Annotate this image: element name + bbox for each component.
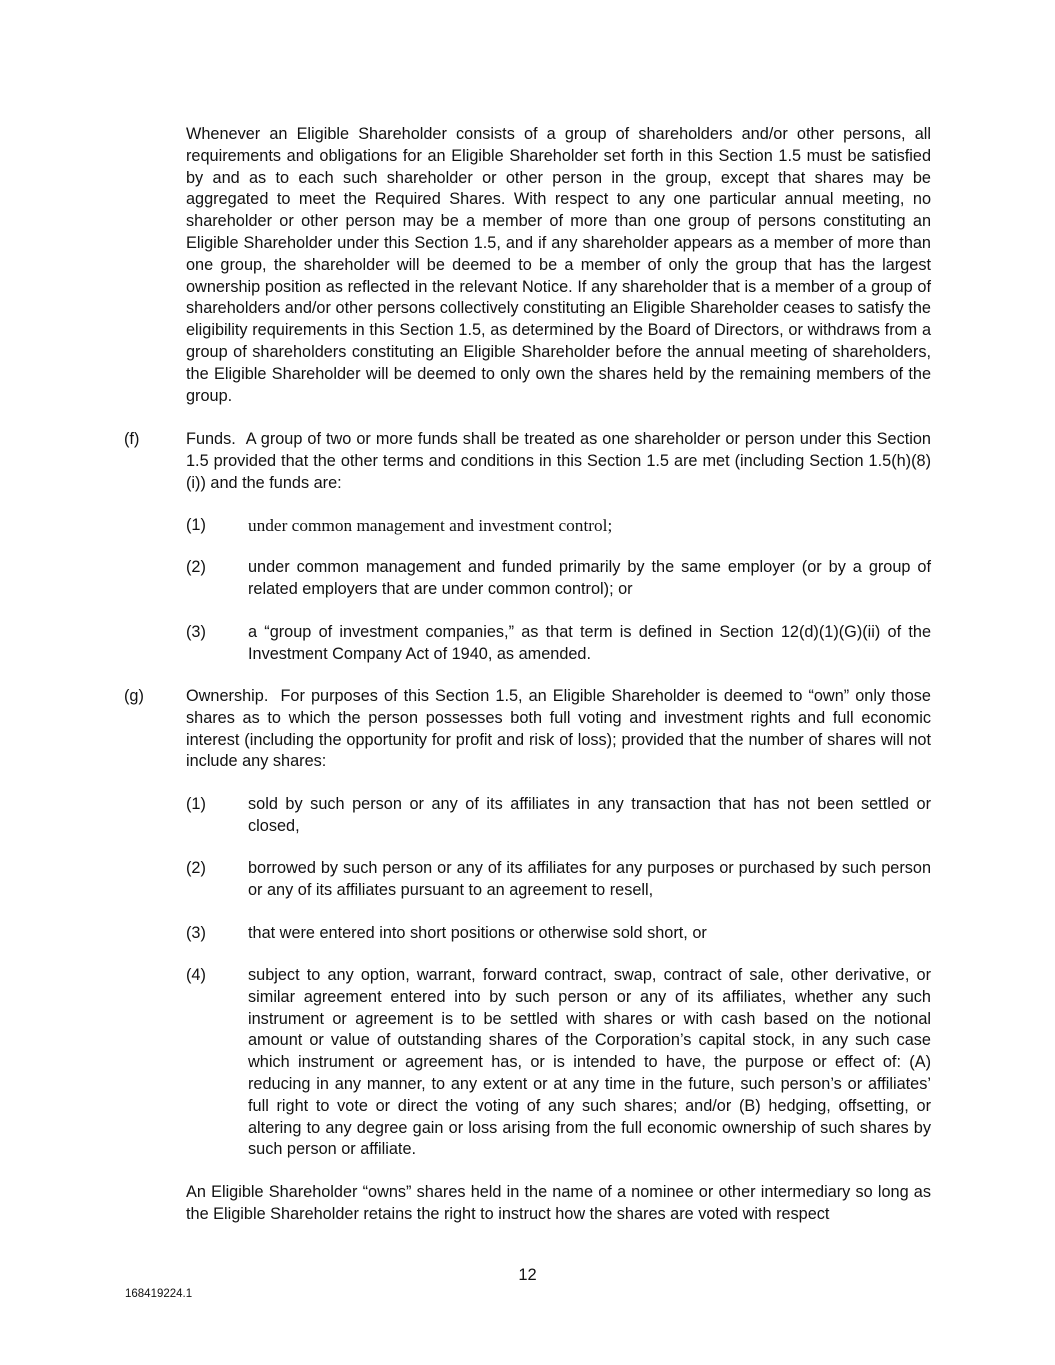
section-f-paragraph: [186, 429, 931, 494]
section-g-item-1-marker: (1): [186, 795, 206, 813]
continuation-paragraph: Whenever an Eligible Shareholder consists of a group of shareholders and/or other persons, all requirements and obligations for an Eligible Shareholder set forth in this Section 1.5 must be satisfied by and as to each such shareholder or other person in the group, except that shares may be aggregated to meet the Required Shares. With respect to any one particular annual meeting, no shareholder or other person may be a member of more than one group of persons constituting an Eligible Shareholder under this Section 1.5, and if any shareholder appears as a member of more than one group, the shareholder will be deemed to be a member of only the group that has the largest ownership position as reflected in the relevant Notice. If any shareholder that is a member of a group of shareholders and/or other persons collectively constituting an Eligible Shareholder ceases to satisfy the eligibility requirements in this Section 1.5, as determined by the Board of Directors, or withdraws from a group of shareholders constituting an Eligible Shareholder before the annual meeting of shareholders, the Eligible Shareholder will be deemed to only own the shares held by the remaining members of the group.: [186, 125, 931, 405]
section-f-item-1-marker: (1): [186, 516, 206, 534]
section-f-item-3-marker: (3): [186, 623, 206, 641]
section-g-item-3-text: that were entered into short positions or otherwise sold short, or: [248, 924, 707, 942]
section-g-item-2-text: borrowed by such person or any of its affiliates for any purposes or purchased by such person or any of its affiliates pursuant to an agreement to resell,: [248, 859, 931, 899]
page-number: 12: [518, 1266, 537, 1284]
section-g-item-1-text: sold by such person or any of its affiliates in any transaction that has not been settled or closed,: [248, 795, 931, 835]
section-g-heading: Ownership.: [186, 687, 269, 705]
section-f-item-2-text: under common management and funded primarily by the same employer (or by a group of related employers that are under common control); or: [248, 558, 931, 598]
section-g-item-2-marker: (2): [186, 859, 206, 877]
section-f-item-2-marker: (2): [186, 558, 206, 576]
section-f-text: A group of two or more funds shall be treated as one shareholder or person under this Section 1.5 provided that the other terms and conditions in this Section 1.5 are met (including Section 1.5(h)(8)(i)) and the funds are:: [186, 430, 931, 492]
section-f-heading: Funds.: [186, 430, 236, 448]
section-g-item-4-marker: (4): [186, 966, 206, 984]
section-g-text: For purposes of this Section 1.5, an Eligible Shareholder is deemed to “own” only those shares as to which the person possesses both full voting and investment rights and full economic interest (including the opportunity for profit and risk of loss); provided that the number of shares will not include any shares:: [186, 687, 931, 771]
section-g-paragraph: [186, 686, 931, 773]
section-g-marker: (g): [124, 687, 144, 705]
section-f-item-1-text: under common management and investment control;: [248, 516, 613, 535]
document-id: 168419224.1: [125, 1288, 193, 1300]
closing-paragraph: An Eligible Shareholder “owns” shares held in the name of a nominee or other intermediary so long as the Eligible Shareholder retains the right to instruct how the shares are voted with respect: [186, 1183, 931, 1223]
section-g-item-4-text: subject to any option, warrant, forward contract, swap, contract of sale, other derivative, or similar agreement entered into by such person or any of its affiliates, whether any such instrument or agreement is to be settled with shares or with cash based on the notional amount or value of outstanding shares of the Corporation’s capital stock, in any such case which instrument or agreement has, or is intended to have, the purpose or effect of: (A) reducing in any manner, to any extent or at any time in the future, such person’s or affiliates’ full right to vote or direct the voting of any such shares; and/or (B) hedging, offsetting, or altering to any degree gain or loss arising from the full economic ownership of such shares by such person or affiliate.: [248, 966, 931, 1159]
section-f-item-3-text: a “group of investment companies,” as that term is defined in Section 12(d)(1)(G)(ii) of the Investment Company Act of 1940, as amended.: [248, 623, 931, 663]
section-g-item-3-marker: (3): [186, 924, 206, 942]
section-f-marker: (f): [124, 430, 140, 448]
